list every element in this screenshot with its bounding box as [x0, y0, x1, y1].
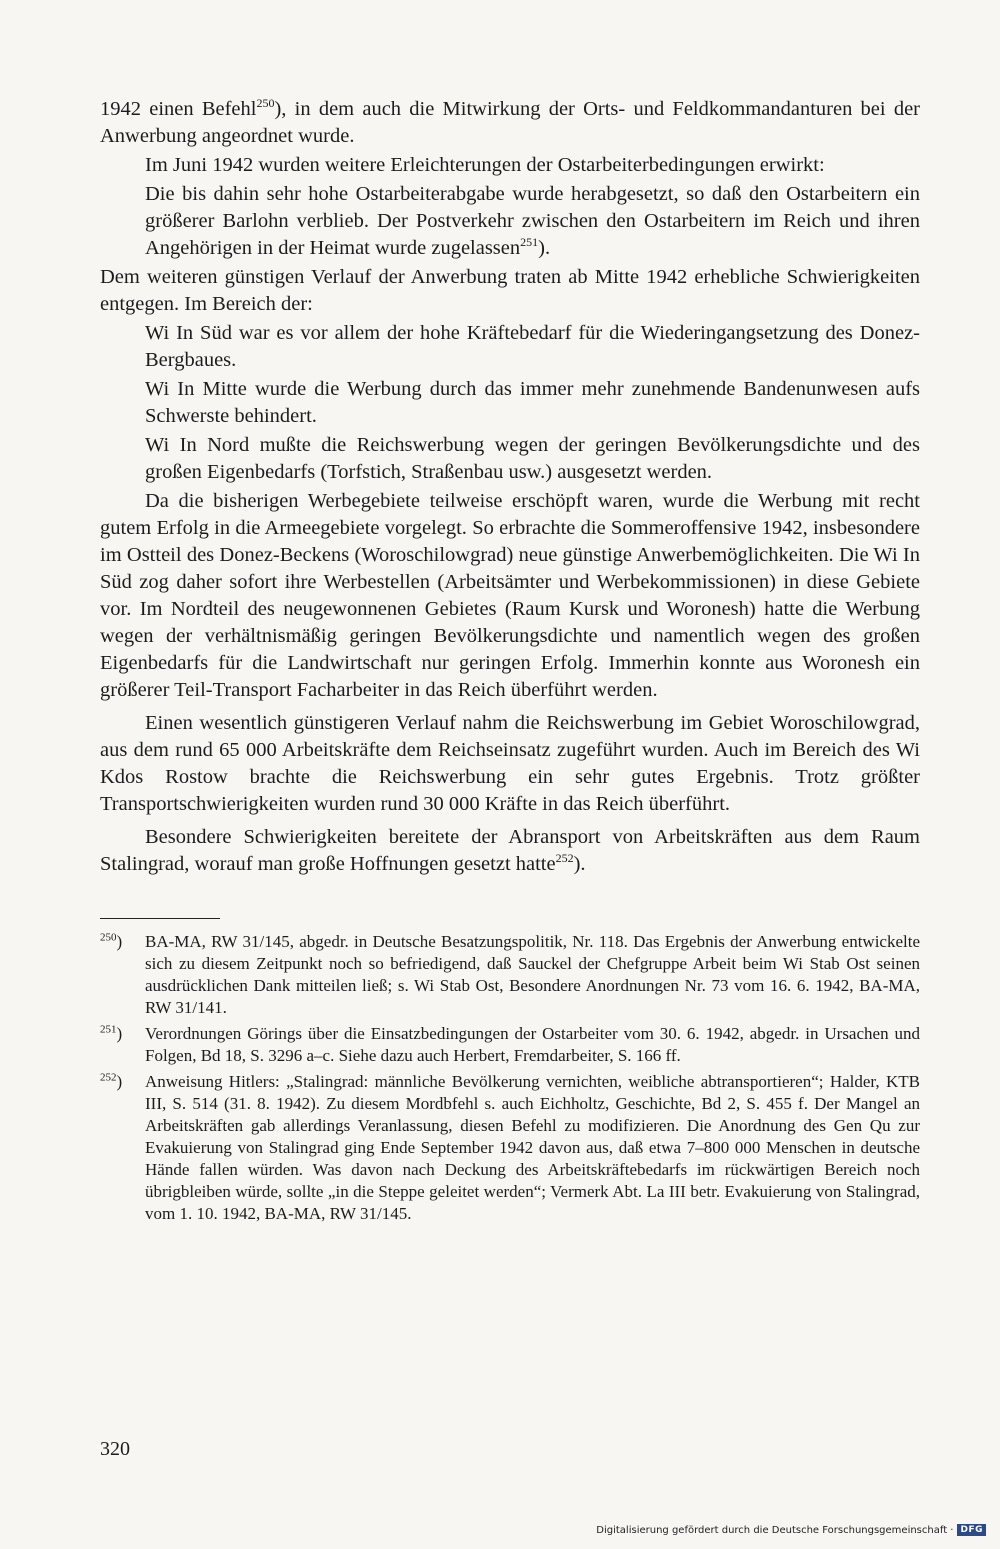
text: 1942 einen Befehl [100, 98, 257, 120]
text: Besondere Schwierigkeiten bereitete der Abransport von Arbeitskräften aus dem Raum Stalingrad, worauf man große Hoffnungen gesetzt hatte [100, 826, 920, 875]
text: Die bis dahin sehr hohe Ostarbeiterabgabe wurde herabgesetzt, so daß den Ostarbeitern ein größerer Barlohn verblieb. Der Postverkehr zwischen den Ostarbeitern im Reich und ihren Angehörigen in der Heimat wurde zugelassen [145, 183, 920, 259]
footnote-ref-252[interactable]: 252 [555, 851, 574, 866]
footnote-252 [100, 1071, 920, 1225]
text: ). [538, 237, 551, 259]
paragraph-10 [100, 824, 920, 878]
paragraph-4: Dem weiteren günstigen Verlauf der Anwerbung traten ab Mitte 1942 erhebliche Schwierigkeiten entgegen. Im Bereich der: [100, 266, 920, 315]
text: ), in dem auch die Mitwirkung der Orts- und Feldkommandanturen bei der Anwerbung angeordnet wurde. [100, 98, 920, 147]
paragraph-8: Da die bisherigen Werbegebiete teilweise erschöpft waren, wurde die Werbung mit recht gutem Erfolg in die Armeegebiete vorgelegt. So erbrachte die Sommeroffensive 1942, insbesondere im Ostteil des Donez-Beckens (Woroschilowgrad) neue günstige Anwerbemöglichkeiten. Die Wi In Süd zog daher sofort ihre Werbestellen (Arbeitsämter und Werbekommissionen) in diese Gebiete vor. Im Nordteil des neugewonnenen Gebietes (Raum Kursk und Woronesh) hatte die Werbung wegen der verhältnismäßig geringen Bevölkerungsdichte und namentlich wegen des großen Eigenbedarfs für die Landwirtschaft nur geringen Erfolg. Immerhin konnte aus Woronesh ein größerer Teil-Transport Facharbeiter in das Reich überführt werden. [100, 490, 920, 701]
text: ). [573, 853, 586, 875]
footnote-divider [100, 918, 220, 919]
paragraph-9: Einen wesentlich günstigeren Verlauf nahm die Reichswerbung im Gebiet Woroschilowgrad, aus dem rund 65 000 Arbeitskräfte dem Reichseinsatz zugeführt wurden. Auch im Bereich des Wi Kdos Rostow brachte die Reichswerbung ein sehr gutes Ergebnis. Trotz größter Transportschwierigkeiten wurden rund 30 000 Kräfte in das Reich überführt. [100, 712, 920, 815]
footnote-paren: ) [116, 932, 123, 951]
footnote-number: 250 [100, 931, 117, 944]
paragraph-7: Wi In Nord mußte die Reichswerbung wegen der geringen Bevölkerungsdichte und des großen Eigenbedarfs (Torfstich, Straßenbau usw.) ausgesetzt werden. [145, 434, 920, 483]
paragraph-6: Wi In Mitte wurde die Werbung durch das immer mehr zunehmende Bandenunwesen aufs Schwerste behindert. [145, 378, 920, 427]
footnote-ref-251[interactable]: 251 [520, 235, 539, 250]
footnote-ref-250[interactable]: 250 [256, 96, 275, 111]
footnote-number: 252 [100, 1071, 117, 1084]
page-number: 320 [100, 1438, 130, 1460]
paragraph-2: Im Juni 1942 wurden weitere Erleichterungen der Ostarbeiterbedingungen erwirkt: [145, 154, 825, 176]
digitization-footer [596, 1524, 986, 1536]
footnote-text: Anweisung Hitlers: „Stalingrad: männliche Bevölkerung vernichten, weibliche abtransportieren“; Halder, KTB III, S. 514 (31. 8. 1942). Zu diesem Mordbfehl s. auch Eichholtz, Geschichte, Bd 2, S. 455 f. Der Mangel an Arbeitskräften gab allerdings Veranlassung, diesen Befehl zu modifizieren. Die Anordnung des Gen Qu zur Evakuierung von Stalingrad ging Ende September 1942 davon aus, daß etwa 7–800 000 Menschen in deutsche Hände fallen würden. Was davon nach Deckung des Arbeitskräftebedarfs im rückwärtigen Bereich noch übrigbleiben würde, sollte „in die Steppe geleitet werden“; Vermerk Abt. La III betr. Evakuierung von Stalingrad, vom 1. 10. 1942, BA-MA, RW 31/145. [145, 1072, 920, 1223]
footnote-mark [100, 1071, 145, 1225]
footnote-mark [100, 931, 145, 1019]
footnote-paren: ) [116, 1072, 123, 1091]
paragraph-3 [145, 181, 920, 262]
footnote-text: BA-MA, RW 31/145, abgedr. in Deutsche Besatzungspolitik, Nr. 118. Das Ergebnis der Anwerbung entwickelte sich zu diesem Zeitpunkt noch so befriedigend, daß Sauckel der Chefgruppe Arbeit beim Wi Stab Ost seinen ausdrücklichen Dank mitteilen ließ; s. Wi Stab Ost, Besondere Anordnungen Nr. 73 vom 16. 6. 1942, BA-MA, RW 31/141. [145, 932, 920, 1017]
footnote-paren: ) [116, 1024, 123, 1043]
footnote-number: 251 [100, 1023, 117, 1036]
dfg-logo-icon: DFG [957, 1524, 986, 1536]
footnote-text: Verordnungen Görings über die Einsatzbedingungen der Ostarbeiter vom 30. 6. 1942, abgedr. in Ursachen und Folgen, Bd 18, S. 3296 a–c. Siehe dazu auch Herbert, Fremdarbeiter, S. 166 ff. [145, 1024, 920, 1065]
footnote-mark [100, 1023, 145, 1067]
paragraph-1 [100, 96, 920, 150]
footer-text: Digitalisierung gefördert durch die Deutsche Forschungsgemeinschaft · [596, 1524, 954, 1536]
footnote-251 [100, 1023, 920, 1067]
footnote-250 [100, 931, 920, 1019]
paragraph-5: Wi In Süd war es vor allem der hohe Kräftebedarf für die Wiederingangsetzung des Donez-Bergbaues. [145, 322, 920, 371]
page-content [100, 96, 920, 1229]
